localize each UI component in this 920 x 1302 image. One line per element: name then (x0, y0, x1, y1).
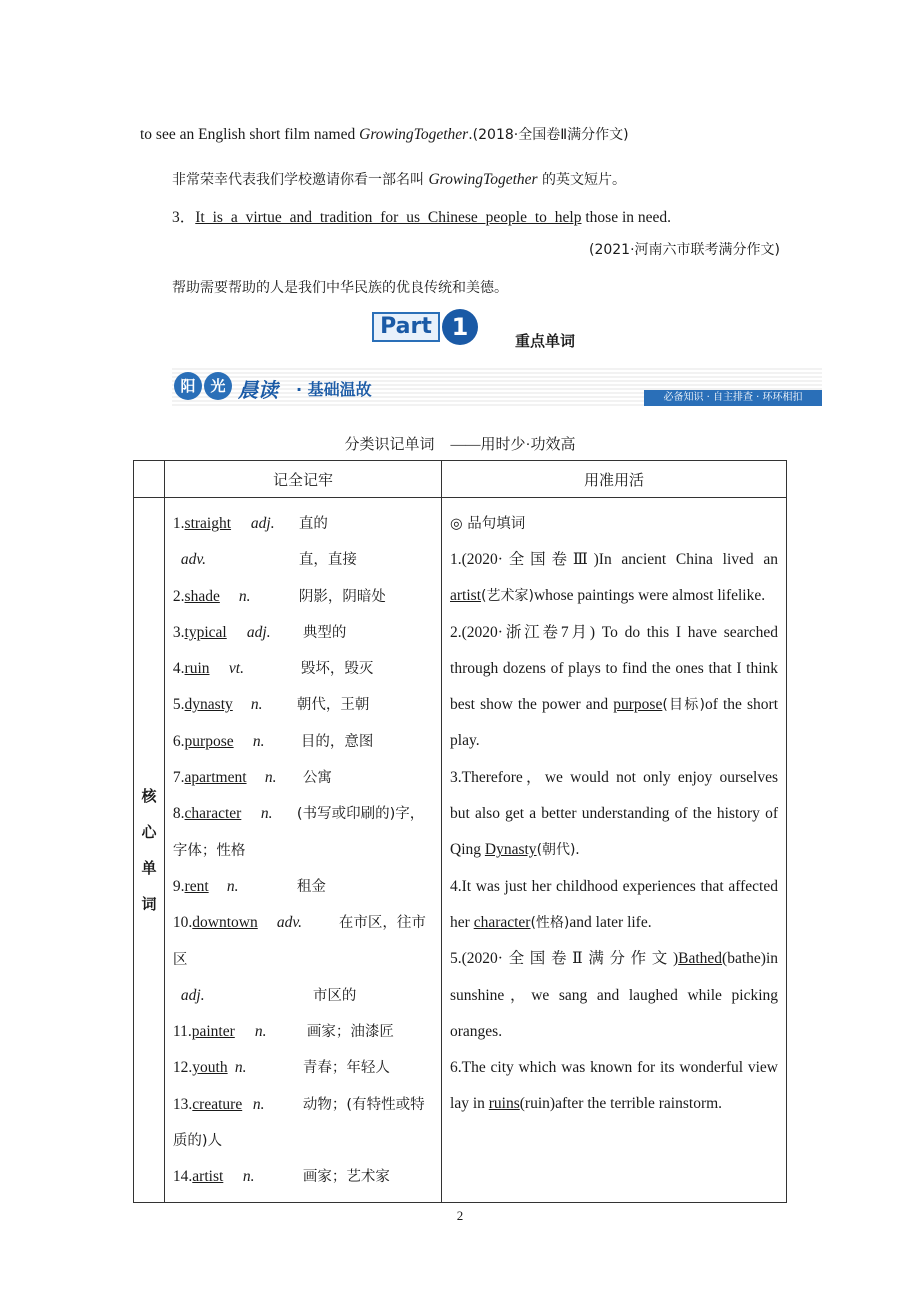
sentence-item: 4.It was just her childhood experiences that affected her character(性格)and later life. (450, 877, 778, 931)
intro-line-2: 非常荣幸代表我们学校邀请你看一部名叫 GrowingTogether 的英文短片。 (172, 171, 626, 188)
page-number: 2 (456, 1208, 464, 1223)
sentence-item: 3.Therefore，we would not only enjoy ourselves but also get a better understanding of the history of Qing Dynasty(朝代). (450, 768, 778, 859)
part-number: 1 (442, 309, 478, 345)
film-title-cn-line: GrowingTogether (428, 171, 538, 188)
banner-script-title: 晨读 (238, 378, 278, 402)
word-item: 5.dynasty n. 朝代，王朝 (172, 696, 370, 714)
word-list (164, 498, 441, 1203)
word-item: 7.apartment n. 公寓 (172, 769, 332, 787)
sentence-item: 2.(2020·浙江卷7月) To do this I have searched through dozens of plays to find the ones that I think best show the power and purpose(目标)of the short play. (450, 623, 778, 750)
word-item-cont: 质的)人 (172, 1133, 223, 1150)
banner-tag: 必备知识 · 自主排查 · 环环相扣 (644, 390, 822, 406)
word-item-cont: 字体；性格 (172, 842, 246, 859)
word-item: 14.artist n. 画家；艺术家 (172, 1168, 390, 1186)
word-item: 10.downtown adv. 在市区，往市 (172, 914, 426, 932)
table-header-row (134, 461, 787, 498)
word-item: adj. 市区的 (180, 986, 357, 1004)
source-note: (2021·河南六市联考满分作文) (588, 242, 780, 258)
word-item: 1.straight adj. 直的 (172, 515, 328, 532)
word-item: 4.ruin vt. 毁坏，毁灭 (172, 660, 374, 678)
word-item: adv. 直，直接 (180, 551, 357, 569)
section-banner (172, 366, 822, 406)
banner-badge-2: 光 (204, 372, 232, 400)
header-right: 用准用活 (442, 461, 787, 498)
table-body-row (134, 498, 787, 1203)
sentence-heading: ◎ 品句填词 (450, 516, 526, 532)
sentence-item: 5.(2020·全国卷Ⅱ满分作文)Bathed(bathe)in sunshine，we sang and laughed while picking oranges. (450, 950, 778, 1040)
word-item: 6.purpose n. 目的，意图 (172, 732, 374, 750)
word-item: 8.character n. (书写或印刷的)字， (172, 805, 425, 823)
word-item: 3.typical adj. 典型的 (172, 623, 347, 641)
header-blank (134, 461, 165, 498)
word-item: 11.painter n. 画家；油漆匠 (172, 1023, 394, 1041)
part-label: Part (372, 312, 440, 342)
header-left: 记全记牢 (164, 461, 441, 498)
intro-line-1: to see an English short film named GrowingTogether.(2018·全国卷Ⅱ满分作文) (140, 126, 629, 143)
part-title: 重点单词 (515, 332, 576, 350)
intro-line-3: 3．It is a virtue and tradition for us Chinese people to help those in need. (172, 209, 672, 226)
word-item-cont: 区 (172, 951, 188, 968)
part-logo (372, 309, 486, 345)
intro-line-5: 帮助需要帮助的人是我们中华民族的优良传统和美德。 (172, 280, 508, 296)
banner-subtitle: · 基础温故 (296, 380, 372, 399)
sentence-item: 6.The city which was known for its wonderful view lay in ruins(ruin)after the terrible rainstorm. (450, 1059, 778, 1113)
answer-blank: It is a virtue and tradition for us Chinese people to help (195, 209, 582, 226)
film-title: GrowingTogether (359, 126, 469, 143)
word-item: 12.youth n. 青春；年轻人 (172, 1059, 390, 1077)
table-caption: 分类识记单词 ——用时少·功效高 (344, 435, 576, 453)
word-item: 9.rent n. 租金 (172, 877, 326, 895)
sentence-item: 1.(2020·全国卷Ⅲ)In ancient China lived an artist(艺术家)whose paintings were almost lifelike. (450, 551, 778, 605)
vocab-table (133, 460, 787, 1203)
word-item: 13.creature n. 动物；(有特性或特 (172, 1095, 425, 1113)
sentence-list (442, 498, 787, 1203)
banner-badge-1: 阳 (174, 372, 202, 400)
word-item: 2.shade n. 阴影，阴暗处 (172, 587, 386, 605)
category-cell: 核 心 单 词 (134, 498, 165, 1203)
